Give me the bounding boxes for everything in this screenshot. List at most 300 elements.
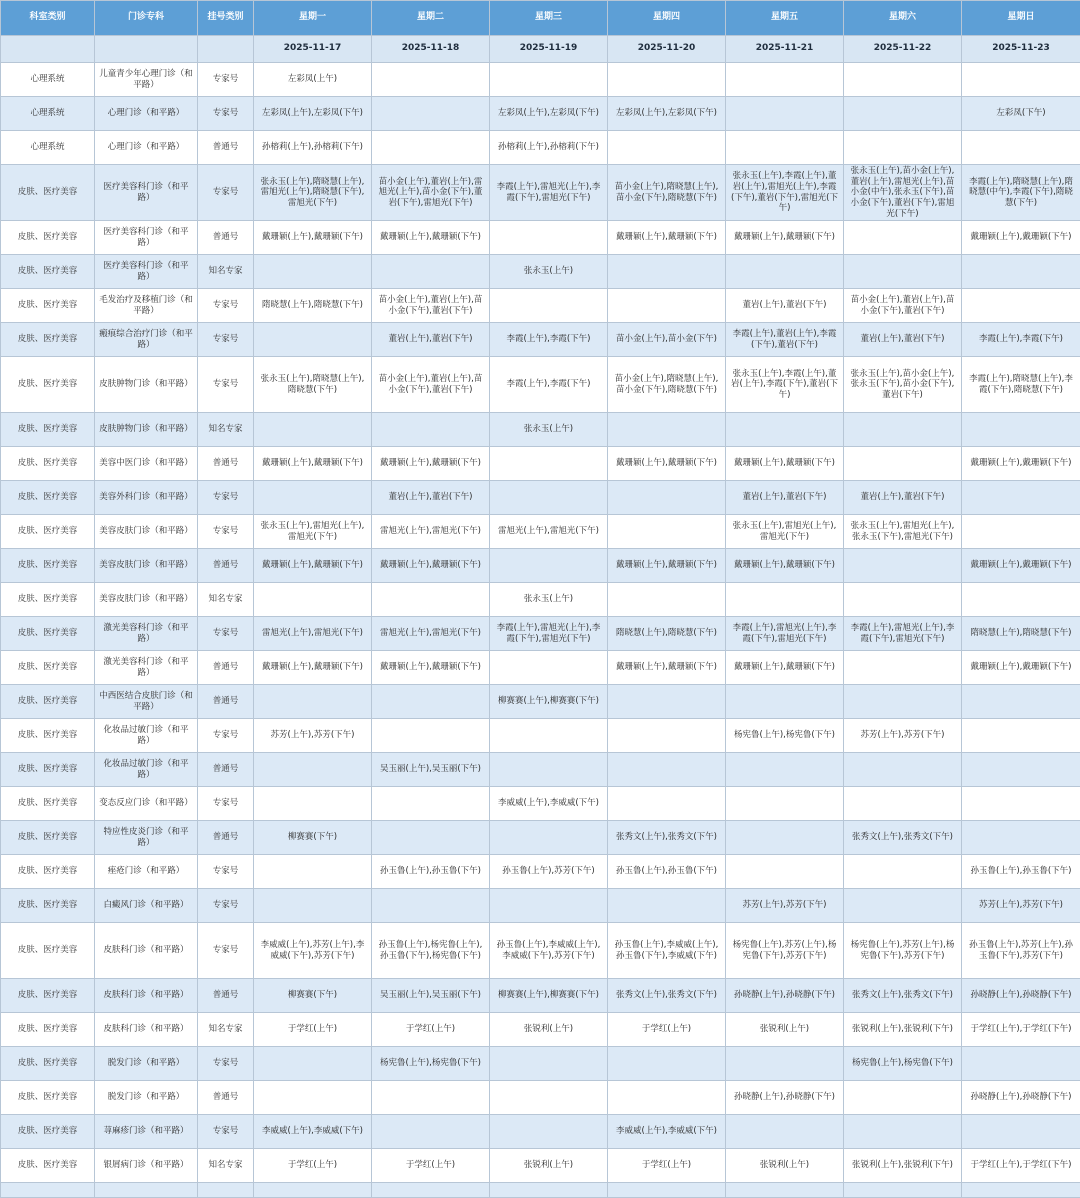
clinic-cell: 毛发治疗及移植门诊（和平路） (95, 289, 198, 323)
reg-type-cell: 专家号 (198, 923, 254, 979)
schedule-cell (490, 481, 608, 515)
clinic-cell: 白癜风门诊（和平路） (95, 889, 198, 923)
table-row (1, 1183, 1080, 1198)
col-header-day: 星期五 (726, 1, 844, 36)
schedule-cell: 左彩凤(上午),左彩凤(下午) (254, 97, 372, 131)
schedule-cell: 隋晓慧(上午),隋晓慧(下午) (254, 289, 372, 323)
schedule-cell: 张永玉(上午),雷旭光(上午),张永玉(下午),雷旭光(下午) (844, 515, 962, 549)
reg-type-cell: 专家号 (198, 165, 254, 221)
reg-type-cell: 专家号 (198, 617, 254, 651)
schedule-cell: 孙榕莉(上午),孙榕莉(下午) (254, 131, 372, 165)
clinic-cell: 心理门诊（和平路） (95, 131, 198, 165)
schedule-cell (490, 1183, 608, 1198)
schedule-cell: 张锐利(上午) (726, 1149, 844, 1183)
reg-type-cell (198, 1183, 254, 1198)
schedule-cell (372, 1183, 490, 1198)
schedule-cell: 戴珊颖(上午),戴珊颖(下午) (372, 549, 490, 583)
schedule-cell (372, 131, 490, 165)
schedule-cell (254, 787, 372, 821)
schedule-cell (962, 131, 1080, 165)
schedule-cell: 戴珊颖(上午),戴珊颖(下午) (608, 549, 726, 583)
table-row (1, 821, 1080, 855)
clinic-cell: 医疗美容科门诊（和平路） (95, 221, 198, 255)
schedule-cell: 于学红(上午) (608, 1149, 726, 1183)
schedule-cell: 孙玉鲁(上午),孙玉鲁(下午) (372, 855, 490, 889)
schedule-cell: 苗小金(上午),董岩(上午),苗小金(下午),董岩(下午) (372, 357, 490, 413)
schedule-cell (844, 855, 962, 889)
schedule-cell: 孙晓静(上午),孙晓静(下午) (962, 979, 1080, 1013)
department-cell: 皮肤、医疗美容 (1, 753, 95, 787)
department-cell: 皮肤、医疗美容 (1, 821, 95, 855)
schedule-cell (372, 889, 490, 923)
schedule-cell (490, 889, 608, 923)
schedule-cell: 于学红(上午) (372, 1149, 490, 1183)
schedule-cell: 张锐利(上午) (490, 1149, 608, 1183)
reg-type-cell: 专家号 (198, 357, 254, 413)
schedule-cell (490, 753, 608, 787)
department-cell: 皮肤、医疗美容 (1, 221, 95, 255)
clinic-cell: 痤疮门诊（和平路） (95, 855, 198, 889)
schedule-cell: 孙榕莉(上午),孙榕莉(下午) (490, 131, 608, 165)
schedule-cell: 孙玉鲁(上午),李威威(上午),孙玉鲁(下午),李威威(下午) (608, 923, 726, 979)
schedule-cell: 李霞(上午),董岩(上午),李霞(下午),董岩(下午) (726, 323, 844, 357)
table-row (1, 1149, 1080, 1183)
department-cell: 皮肤、医疗美容 (1, 923, 95, 979)
col-header-day: 星期二 (372, 1, 490, 36)
reg-type-cell: 普通号 (198, 753, 254, 787)
schedule-cell: 孙玉鲁(上午),李威威(上午),李威威(下午),苏芳(下午) (490, 923, 608, 979)
table-row (1, 447, 1080, 481)
clinic-cell: 特应性皮炎门诊（和平路） (95, 821, 198, 855)
table-row (1, 617, 1080, 651)
schedule-cell (254, 255, 372, 289)
schedule-cell (844, 889, 962, 923)
schedule-cell (844, 685, 962, 719)
schedule-cell: 李霞(上午),李霞(下午) (962, 323, 1080, 357)
table-row (1, 481, 1080, 515)
schedule-cell: 杨宪鲁(上午),杨宪鲁(下午) (726, 719, 844, 753)
schedule-cell: 董岩(上午),董岩(下午) (726, 481, 844, 515)
schedule-cell (962, 63, 1080, 97)
reg-type-cell: 普通号 (198, 685, 254, 719)
clinic-cell: 儿童青少年心理门诊（和平路） (95, 63, 198, 97)
schedule-cell: 雷旭光(上午),雷旭光(下午) (490, 515, 608, 549)
department-cell: 皮肤、医疗美容 (1, 549, 95, 583)
table-row (1, 787, 1080, 821)
reg-type-cell: 普通号 (198, 651, 254, 685)
schedule-cell: 张永玉(上午),雷旭光(上午),雷旭光(下午) (726, 515, 844, 549)
schedule-cell (726, 787, 844, 821)
schedule-cell (372, 685, 490, 719)
schedule-cell (490, 1115, 608, 1149)
department-cell: 皮肤、医疗美容 (1, 289, 95, 323)
schedule-cell: 杨宪鲁(上午),苏芳(上午),杨宪鲁(下午),苏芳(下午) (726, 923, 844, 979)
schedule-cell (844, 753, 962, 787)
clinic-cell: 脱发门诊（和平路） (95, 1081, 198, 1115)
reg-type-cell: 知名专家 (198, 1149, 254, 1183)
reg-type-cell: 知名专家 (198, 583, 254, 617)
department-cell: 皮肤、医疗美容 (1, 855, 95, 889)
schedule-cell: 李霞(上午),雷旭光(上午),李霞(下午),雷旭光(下午) (844, 617, 962, 651)
schedule-cell: 张锐利(上午) (490, 1013, 608, 1047)
schedule-cell (608, 515, 726, 549)
schedule-cell: 戴珊颖(上午),戴珊颖(下午) (608, 221, 726, 255)
schedule-cell (962, 1047, 1080, 1081)
schedule-cell: 苗小金(上午),董岩(上午),苗小金(下午),董岩(下午) (372, 289, 490, 323)
schedule-cell: 左彩凤(上午),左彩凤(下午) (490, 97, 608, 131)
schedule-cell (608, 753, 726, 787)
date-cell: 2025-11-20 (608, 36, 726, 63)
clinic-cell: 中西医结合皮肤门诊（和平路） (95, 685, 198, 719)
schedule-cell (372, 583, 490, 617)
schedule-cell: 雷旭光(上午),雷旭光(下午) (372, 617, 490, 651)
clinic-cell: 荨麻疹门诊（和平路） (95, 1115, 198, 1149)
schedule-cell (844, 447, 962, 481)
schedule-cell: 戴珊颖(上午),戴珊颖(下午) (254, 447, 372, 481)
department-cell (1, 1183, 95, 1198)
clinic-cell: 皮肤科门诊（和平路） (95, 979, 198, 1013)
schedule-cell (844, 255, 962, 289)
schedule-cell: 张秀文(上午),张秀文(下午) (844, 979, 962, 1013)
table-row (1, 583, 1080, 617)
schedule-cell (490, 289, 608, 323)
schedule-cell: 戴珊颖(上午),戴珊颖(下午) (372, 221, 490, 255)
table-row (1, 97, 1080, 131)
schedule-cell: 张秀文(上午),张秀文(下午) (608, 979, 726, 1013)
col-header-day: 星期三 (490, 1, 608, 36)
schedule-cell (608, 719, 726, 753)
table-row (1, 1047, 1080, 1081)
schedule-cell (372, 63, 490, 97)
reg-type-cell: 专家号 (198, 289, 254, 323)
schedule-cell (844, 413, 962, 447)
schedule-cell: 张永玉(上午) (490, 583, 608, 617)
department-cell: 皮肤、医疗美容 (1, 979, 95, 1013)
schedule-cell: 苗小金(上午),隋晓慧(上午),苗小金(下午),隋晓慧(下午) (608, 357, 726, 413)
table-row (1, 651, 1080, 685)
schedule-cell (844, 97, 962, 131)
table-row (1, 889, 1080, 923)
schedule-cell (726, 855, 844, 889)
schedule-cell (844, 1183, 962, 1198)
table-row (1, 255, 1080, 289)
schedule-cell: 戴珊颖(上午),戴珊颖(下午) (608, 447, 726, 481)
schedule-cell: 董岩(上午),董岩(下午) (844, 323, 962, 357)
reg-type-cell: 专家号 (198, 855, 254, 889)
schedule-cell (844, 651, 962, 685)
clinic-cell: 银屑病门诊（和平路） (95, 1149, 198, 1183)
schedule-cell (726, 583, 844, 617)
schedule-cell (372, 719, 490, 753)
table-row (1, 515, 1080, 549)
table-row (1, 1115, 1080, 1149)
reg-type-cell: 普通号 (198, 821, 254, 855)
date-cell: 2025-11-17 (254, 36, 372, 63)
clinic-cell (95, 1183, 198, 1198)
schedule-cell: 孙晓静(上午),孙晓静(下午) (726, 1081, 844, 1115)
schedule-cell (608, 289, 726, 323)
schedule-cell (962, 515, 1080, 549)
table-row (1, 63, 1080, 97)
schedule-cell: 戴珊颖(上午),戴珊颖(下午) (962, 549, 1080, 583)
schedule-cell: 柳赛赛(上午),柳赛赛(下午) (490, 979, 608, 1013)
department-cell: 皮肤、医疗美容 (1, 255, 95, 289)
schedule-cell: 李霞(上午),隋晓慧(上午),李霞(下午),隋晓慧(下午) (962, 357, 1080, 413)
table-row (1, 1013, 1080, 1047)
schedule-cell: 张锐利(上午),张锐利(下午) (844, 1013, 962, 1047)
schedule-cell (962, 413, 1080, 447)
department-cell: 皮肤、医疗美容 (1, 1047, 95, 1081)
clinic-cell: 心理门诊（和平路） (95, 97, 198, 131)
col-header-day: 星期一 (254, 1, 372, 36)
schedule-cell (490, 821, 608, 855)
schedule-cell (254, 685, 372, 719)
clinic-cell: 皮肤科门诊（和平路） (95, 1013, 198, 1047)
schedule-cell: 李威威(上午),李威威(下午) (608, 1115, 726, 1149)
reg-type-cell: 普通号 (198, 979, 254, 1013)
schedule-cell (844, 583, 962, 617)
date-cell: 2025-11-23 (962, 36, 1080, 63)
date-cell-empty (1, 36, 95, 63)
department-cell: 皮肤、医疗美容 (1, 651, 95, 685)
schedule-cell (372, 1081, 490, 1115)
schedule-cell (726, 413, 844, 447)
reg-type-cell: 普通号 (198, 447, 254, 481)
schedule-cell (844, 63, 962, 97)
schedule-cell: 苗小金(上午),董岩(上午),雷旭光(上午),苗小金(下午),董岩(下午),雷旭光(下午) (372, 165, 490, 221)
department-cell: 皮肤、医疗美容 (1, 447, 95, 481)
reg-type-cell: 知名专家 (198, 413, 254, 447)
schedule-cell (254, 413, 372, 447)
schedule-cell: 戴珊颖(上午),戴珊颖(下午) (726, 447, 844, 481)
schedule-cell (726, 131, 844, 165)
schedule-cell: 苗小金(上午),董岩(上午),苗小金(下午),董岩(下午) (844, 289, 962, 323)
col-header-reg-type: 挂号类别 (198, 1, 254, 36)
date-cell: 2025-11-18 (372, 36, 490, 63)
schedule-cell (962, 685, 1080, 719)
schedule-cell (608, 63, 726, 97)
schedule-cell: 李霞(上午),雷旭光(上午),李霞(下午),雷旭光(下午) (726, 617, 844, 651)
schedule-cell (608, 413, 726, 447)
schedule-cell (962, 289, 1080, 323)
clinic-cell: 美容皮肤门诊（和平路） (95, 515, 198, 549)
clinic-cell: 变态反应门诊（和平路） (95, 787, 198, 821)
reg-type-cell: 专家号 (198, 1115, 254, 1149)
schedule-cell: 李霞(上午),雷旭光(上午),李霞(下午),雷旭光(下午) (490, 165, 608, 221)
table-row (1, 221, 1080, 255)
schedule-cell (726, 821, 844, 855)
schedule-cell: 隋晓慧(上午),隋晓慧(下午) (962, 617, 1080, 651)
schedule-cell: 孙玉鲁(上午),孙玉鲁(下午) (608, 855, 726, 889)
schedule-cell: 于学红(上午) (608, 1013, 726, 1047)
schedule-cell: 苏芳(上午),苏芳(下午) (844, 719, 962, 753)
schedule-cell (962, 583, 1080, 617)
department-cell: 皮肤、医疗美容 (1, 1149, 95, 1183)
table-row (1, 685, 1080, 719)
clinic-cell: 美容中医门诊（和平路） (95, 447, 198, 481)
department-cell: 皮肤、医疗美容 (1, 1115, 95, 1149)
schedule-cell (490, 447, 608, 481)
schedule-cell (372, 787, 490, 821)
schedule-cell (844, 1115, 962, 1149)
schedule-cell: 李威威(上午),李威威(下午) (254, 1115, 372, 1149)
schedule-cell: 孙晓静(上午),孙晓静(下午) (962, 1081, 1080, 1115)
schedule-cell (726, 63, 844, 97)
table-row (1, 323, 1080, 357)
schedule-cell: 戴珊颖(上午),戴珊颖(下午) (962, 221, 1080, 255)
table-row (1, 753, 1080, 787)
schedule-cell: 戴珊颖(上午),戴珊颖(下午) (372, 651, 490, 685)
schedule-cell: 戴珊颖(上午),戴珊颖(下午) (372, 447, 490, 481)
schedule-cell: 苗小金(上午),隋晓慧(上午),苗小金(下午),隋晓慧(下午) (608, 165, 726, 221)
table-row (1, 549, 1080, 583)
schedule-cell: 左彩凤(上午) (254, 63, 372, 97)
schedule-cell: 李霞(上午),雷旭光(上午),李霞(下午),雷旭光(下午) (490, 617, 608, 651)
schedule-cell (962, 821, 1080, 855)
schedule-cell (608, 255, 726, 289)
header-row (1, 1, 1080, 36)
schedule-cell (490, 1081, 608, 1115)
schedule-cell (726, 255, 844, 289)
department-cell: 皮肤、医疗美容 (1, 481, 95, 515)
schedule-cell: 戴珊颖(上午),戴珊颖(下午) (254, 651, 372, 685)
department-cell: 皮肤、医疗美容 (1, 719, 95, 753)
col-header-day: 星期六 (844, 1, 962, 36)
schedule-cell (372, 255, 490, 289)
schedule-cell (962, 753, 1080, 787)
clinic-cell: 美容皮肤门诊（和平路） (95, 549, 198, 583)
schedule-cell (844, 549, 962, 583)
schedule-cell: 杨宪鲁(上午),苏芳(上午),杨宪鲁(下午),苏芳(下午) (844, 923, 962, 979)
department-cell: 皮肤、医疗美容 (1, 889, 95, 923)
schedule-cell (490, 719, 608, 753)
reg-type-cell: 专家号 (198, 889, 254, 923)
schedule-cell: 隋晓慧(上午),隋晓慧(下午) (608, 617, 726, 651)
schedule-cell (962, 1115, 1080, 1149)
schedule-cell: 张永玉(上午),苗小金(上午),张永玉(下午),苗小金(下午),董岩(下午) (844, 357, 962, 413)
department-cell: 皮肤、医疗美容 (1, 1013, 95, 1047)
department-cell: 皮肤、医疗美容 (1, 685, 95, 719)
table-row (1, 165, 1080, 221)
department-cell: 皮肤、医疗美容 (1, 583, 95, 617)
schedule-cell (608, 1047, 726, 1081)
schedule-cell: 于学红(上午) (254, 1149, 372, 1183)
clinic-cell: 医疗美容科门诊（和平路） (95, 255, 198, 289)
schedule-cell: 柳赛赛(下午) (254, 821, 372, 855)
schedule-cell: 左彩凤(上午),左彩凤(下午) (608, 97, 726, 131)
schedule-cell (254, 323, 372, 357)
schedule-cell: 张秀文(上午),张秀文(下午) (608, 821, 726, 855)
department-cell: 心理系统 (1, 97, 95, 131)
schedule-cell: 苏芳(上午),苏芳(下午) (254, 719, 372, 753)
clinic-cell: 激光美容科门诊（和平路） (95, 617, 198, 651)
schedule-cell: 于学红(上午),于学红(下午) (962, 1013, 1080, 1047)
date-row (1, 36, 1080, 63)
reg-type-cell: 专家号 (198, 481, 254, 515)
schedule-cell: 张永玉(上午) (490, 255, 608, 289)
clinic-cell: 皮肤肿物门诊（和平路） (95, 357, 198, 413)
schedule-cell (254, 481, 372, 515)
schedule-cell: 张永玉(上午),隋晓慧(上午),隋晓慧(下午) (254, 357, 372, 413)
schedule-cell (372, 821, 490, 855)
schedule-cell: 吴玉丽(上午),吴玉丽(下午) (372, 979, 490, 1013)
schedule-cell (726, 685, 844, 719)
schedule-cell (254, 1183, 372, 1198)
department-cell: 皮肤、医疗美容 (1, 165, 95, 221)
department-cell: 皮肤、医疗美容 (1, 357, 95, 413)
schedule-cell (254, 1081, 372, 1115)
schedule-cell (608, 889, 726, 923)
schedule-cell: 吴玉丽(上午),吴玉丽(下午) (372, 753, 490, 787)
schedule-cell (490, 1047, 608, 1081)
department-cell: 皮肤、医疗美容 (1, 787, 95, 821)
schedule-cell (962, 481, 1080, 515)
reg-type-cell: 专家号 (198, 63, 254, 97)
schedule-cell: 杨宪鲁(上午),杨宪鲁(下午) (844, 1047, 962, 1081)
schedule-cell: 雷旭光(上午),雷旭光(下午) (254, 617, 372, 651)
table-row (1, 357, 1080, 413)
schedule-cell (254, 855, 372, 889)
table-row (1, 1081, 1080, 1115)
reg-type-cell: 专家号 (198, 323, 254, 357)
schedule-cell: 戴珊颖(上午),戴珊颖(下午) (726, 221, 844, 255)
schedule-cell: 李霞(上午),隋晓慧(上午),隋晓慧(中午),李霞(下午),隋晓慧(下午) (962, 165, 1080, 221)
schedule-cell (254, 583, 372, 617)
schedule-cell (608, 583, 726, 617)
table-row (1, 979, 1080, 1013)
reg-type-cell: 普通号 (198, 131, 254, 165)
schedule-cell (608, 1081, 726, 1115)
date-cell-empty (198, 36, 254, 63)
reg-type-cell: 专家号 (198, 787, 254, 821)
clinic-cell: 脱发门诊（和平路） (95, 1047, 198, 1081)
schedule-cell: 孙玉鲁(上午),孙玉鲁(下午) (962, 855, 1080, 889)
schedule-cell: 戴珊颖(上午),戴珊颖(下午) (254, 549, 372, 583)
schedule-cell: 张秀文(上午),张秀文(下午) (844, 821, 962, 855)
date-cell-empty (95, 36, 198, 63)
schedule-cell: 张锐利(上午) (726, 1013, 844, 1047)
clinic-cell: 化妆品过敏门诊（和平路） (95, 719, 198, 753)
schedule-cell: 杨宪鲁(上午),杨宪鲁(下午) (372, 1047, 490, 1081)
clinic-cell: 皮肤科门诊（和平路） (95, 923, 198, 979)
clinic-cell: 化妆品过敏门诊（和平路） (95, 753, 198, 787)
schedule-cell: 孙玉鲁(上午),苏芳(下午) (490, 855, 608, 889)
schedule-cell (726, 753, 844, 787)
department-cell: 心理系统 (1, 63, 95, 97)
schedule-cell: 雷旭光(上午),雷旭光(下午) (372, 515, 490, 549)
schedule-cell (372, 413, 490, 447)
department-cell: 心理系统 (1, 131, 95, 165)
schedule-cell: 戴珊颖(上午),戴珊颖(下午) (962, 651, 1080, 685)
schedule-cell: 孙玉鲁(上午),杨宪鲁(上午),孙玉鲁(下午),杨宪鲁(下午) (372, 923, 490, 979)
schedule-cell: 张永玉(上午) (490, 413, 608, 447)
date-cell: 2025-11-22 (844, 36, 962, 63)
reg-type-cell: 专家号 (198, 515, 254, 549)
reg-type-cell: 专家号 (198, 1047, 254, 1081)
table-row (1, 131, 1080, 165)
schedule-cell (726, 1047, 844, 1081)
department-cell: 皮肤、医疗美容 (1, 617, 95, 651)
schedule-cell: 张永玉(上午),隋晓慧(上午),雷旭光(上午),隋晓慧(下午),雷旭光(下午) (254, 165, 372, 221)
reg-type-cell: 普通号 (198, 1081, 254, 1115)
schedule-cell: 张锐利(上午),张锐利(下午) (844, 1149, 962, 1183)
schedule-cell: 左彩凤(下午) (962, 97, 1080, 131)
schedule-cell: 于学红(上午) (254, 1013, 372, 1047)
schedule-cell: 李霞(上午),李霞(下午) (490, 323, 608, 357)
schedule-cell (608, 481, 726, 515)
table-row (1, 289, 1080, 323)
schedule-cell: 李威威(上午),苏芳(上午),李威威(下午),苏芳(下午) (254, 923, 372, 979)
